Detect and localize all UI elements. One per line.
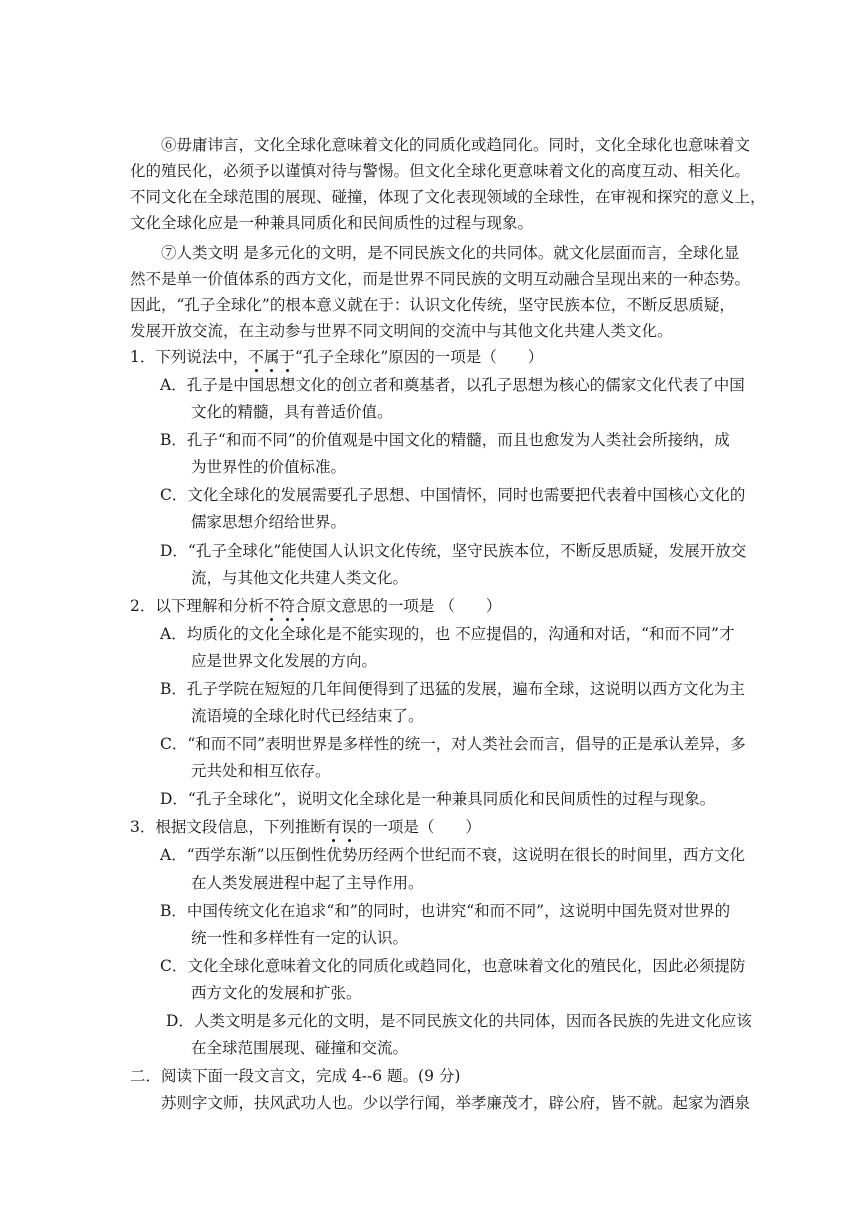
q1-option-d-line-2: 流，与其他文化共建人类文化。: [191, 569, 409, 587]
q2-option-c-line-2: 元共处和相互依存。: [191, 762, 331, 780]
passage-p7-line-4: 发展开放交流，在主动参与世界不同文明间的交流中与其他文化共建人类文化。: [130, 322, 673, 340]
question-1-stem: [130, 346, 543, 368]
q3-option-d-line-1: D．人类文明是多元化的文明，是不同民族文化的共同体，因而各民族的先进文化应该: [166, 1012, 752, 1030]
q3-option-a-line-2: 在人类发展进程中起了主导作用。: [191, 874, 424, 892]
emphasis-char: 误: [341, 818, 357, 836]
passage-p6-line-1: ⑥毋庸讳言，文化全球化意味着文化的同质化或趋同化。同时，文化全球化也意味着文: [161, 136, 751, 154]
q1-option-a-line-1: A．孔子是中国思想文化的创立者和奠基者，以孔子思想为核心的儒家文化代表了中国: [160, 376, 745, 394]
question-3-stem-prefix: 3．根据文段信息，下列推断: [130, 818, 326, 836]
question-2-stem-suffix: 原文意思的一项是 （ ）: [310, 597, 502, 615]
passage-p7-line-2: 然不是单一价值体系的西方文化，而是世界不同民族的文明互动融合呈现出来的一种态势。: [130, 270, 751, 288]
q1-option-c-line-2: 儒家思想介绍给世界。: [191, 513, 347, 531]
question-1-stem-prefix: 1．下列说法中，: [130, 348, 249, 366]
emphasis-char: 合: [294, 597, 311, 615]
emphasis-char: 于: [279, 348, 295, 366]
q3-option-a-line-1: A．“西学东渐”以压倒性优势历经两个世纪而不衰，这说明在很长的时间里，西方文化: [160, 846, 746, 864]
section-2-text-line-1: 苏则字文师，扶风武功人也。少以学行闻，举孝廉茂才，辟公府，皆不就。起家为酒泉: [161, 1094, 751, 1112]
q2-option-b-line-1: B．孔子学院在短短的几年间便得到了迅猛的发展，遍布全球，这说明以西方文化为主: [160, 680, 745, 698]
q1-option-d-line-1: D．“孔子全球化”能使国人认识文化传统，坚守民族本位，不断反思质疑，发展开放交: [160, 542, 747, 560]
section-2-heading: 二．阅读下面一段文言文，完成 4--6 题。(9 分): [130, 1067, 461, 1085]
q3-option-b-line-2: 统一性和多样性有一定的认识。: [191, 929, 409, 947]
question-3-stem-suffix: 的一项是（ ）: [356, 818, 481, 836]
q3-option-d-line-2: 在全球范围展现、碰撞和交流。: [191, 1039, 409, 1057]
q2-option-d-line-1: D．“孔子全球化”，说明文化全球化是一种兼具同质化和民间质性的过程与现象。: [160, 790, 716, 808]
question-2-stem: [130, 595, 501, 617]
q1-option-a-line-2: 文化的精髓，具有普适价值。: [191, 403, 393, 421]
q2-option-a-line-1: A．均质化的文化全球化是不能实现的，也 不应提倡的，沟通和对话，“和而不同”才: [160, 625, 735, 643]
question-2-stem-prefix: 2．以下理解和分析: [130, 597, 264, 615]
emphasis-char: 不: [263, 597, 280, 615]
q1-option-b-line-1: B．孔子“和而不同”的价值观是中国文化的精髓，而且也愈发为人类社会所接纳，成: [160, 431, 730, 449]
q2-option-c-line-1: C．“和而不同”表明世界是多样性的统一，对人类社会而言，倡导的正是承认差异，多: [160, 735, 746, 753]
q3-option-b-line-1: B．中国传统文化在追求“和”的同时，也讲究“和而不同”，这说明中国先贤对世界的: [160, 902, 731, 920]
emphasis-char: 有: [325, 818, 342, 836]
q1-option-b-line-2: 为世界性的价值标准。: [191, 458, 347, 476]
passage-p6-line-2: 化的殖民化，必须予以谨慎对待与警惕。但文化全球化更意味着文化的高度互动、相关化。: [130, 162, 751, 180]
question-3-stem: [130, 816, 481, 838]
q3-option-c-line-1: C．文化全球化意味着文化的同质化或趋同化，也意味着文化的殖民化，因此必须提防: [160, 957, 746, 975]
question-1-stem-suffix: “孔子全球化”原因的一项是（ ）: [294, 348, 544, 366]
emphasis-char: 属: [263, 348, 280, 366]
passage-p7-line-1: ⑦人类文明 是多元化的文明，是不同民族文化的共同体。就文化层面而言，全球化显: [161, 244, 740, 262]
q1-option-c-line-1: C．文化全球化的发展需要孔子思想、中国情怀，同时也需要把代表着中国核心文化的: [160, 486, 746, 504]
passage-p6-line-3: 不同文化在全球范围的展现、碰撞，体现了文化表现领域的全球性，在审视和探究的意义上，: [130, 188, 766, 206]
passage-p6-line-4: 文化全球化应是一种兼具同质化和民间质性的过程与现象。: [130, 214, 534, 232]
q2-option-a-line-2: 应是世界文化发展的方向。: [191, 652, 378, 670]
emphasis-char: 不: [248, 348, 264, 366]
q2-option-b-line-2: 流语境的全球化时代已经结束了。: [191, 707, 424, 725]
emphasis-char: 符: [279, 597, 295, 615]
q3-option-c-line-2: 西方文化的发展和扩张。: [191, 984, 362, 1002]
passage-p7-line-3: 因此，“孔子全球化”的根本意义就在于：认识文化传统，坚守民族本位，不断反思质疑，: [130, 296, 735, 314]
